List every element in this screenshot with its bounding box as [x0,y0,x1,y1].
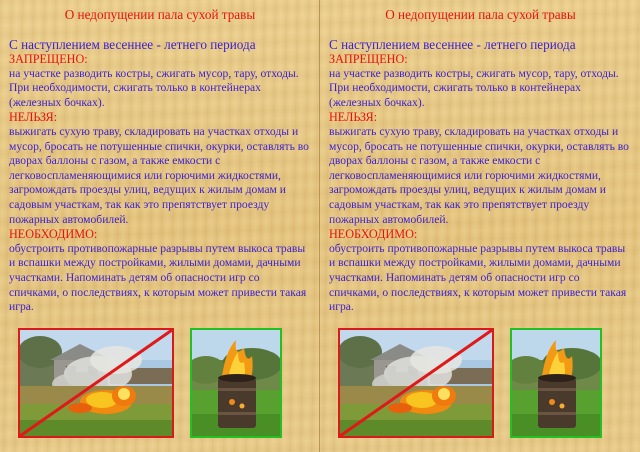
grass-fire-crossed-out-photo [18,328,174,438]
not-allowed-heading: НЕЛЬЗЯ: [9,110,58,125]
photo-row [18,328,308,440]
page-title: О недопущении пала сухой травы [385,7,576,22]
intro-text: С наступлением весеннее - летнего периода [329,37,576,52]
burning-barrel-photo [190,328,282,438]
intro-text: С наступлением весеннее - летнего периода [9,37,256,52]
forbidden-heading: ЗАПРЕЩЕНО: [9,52,88,66]
burning-barrel-photo [510,328,602,438]
required-text: обустроить противопожарные разрывы путем выкоса травы и вспашки между постройками, жилыми домами, дачными участками. Напоминать детям об опасности игр со спичками, о последствиях, к которым может привести такая игра. [329,241,627,314]
not-allowed-text: выжигать сухую траву, складировать на участках отходы и мусор, бросать не потушенные спички, окурки, оставлять во дворах баллоны с газом, а также емкости с легковоспламеняющимися или горючими жидкостями, загромождать проезды улиц, ведущих к жилым домам и садовым участкам, так как это препятствует проезду пожарных автомобилей. [329,124,629,226]
forbidden-text: на участке разводить костры, сжигать мусор, тару, отходы. При необходимости, сжигать только в контейнерах (железных бочках). [9,66,299,109]
required-heading: НЕОБХОДИМО: [9,227,98,242]
forbidden-heading: ЗАПРЕЩЕНО: [329,52,408,66]
leaflet-panel-right [320,0,640,452]
not-allowed-text: выжигать сухую траву, складировать на участках отходы и мусор, бросать не потушенные спички, окурки, оставлять во дворах баллоны с газом, а также емкости с легковоспламеняющимися или горючими жидкостями, загромождать проезды улиц, ведущих к жилым домам и садовым участкам, так как это препятствует проезду пожарных автомобилей. [9,124,309,226]
page-title: О недопущении пала сухой травы [64,7,256,22]
required-heading: НЕОБХОДИМО: [329,227,418,242]
required-text: обустроить противопожарные разрывы путем выкоса травы и вспашки между постройками, жилыми домами, дачными участками. Напоминать детям об опасности игр со спичками, о последствиях, к которым может привести такая игра. [9,241,307,314]
not-allowed-heading: НЕЛЬЗЯ: [329,110,378,125]
forbidden-text: на участке разводить костры, сжигать мусор, тару, отходы. При необходимости, сжигать только в контейнерах (железных бочках). [329,66,619,109]
grass-fire-crossed-out-photo [338,328,494,438]
photo-row [338,328,628,440]
